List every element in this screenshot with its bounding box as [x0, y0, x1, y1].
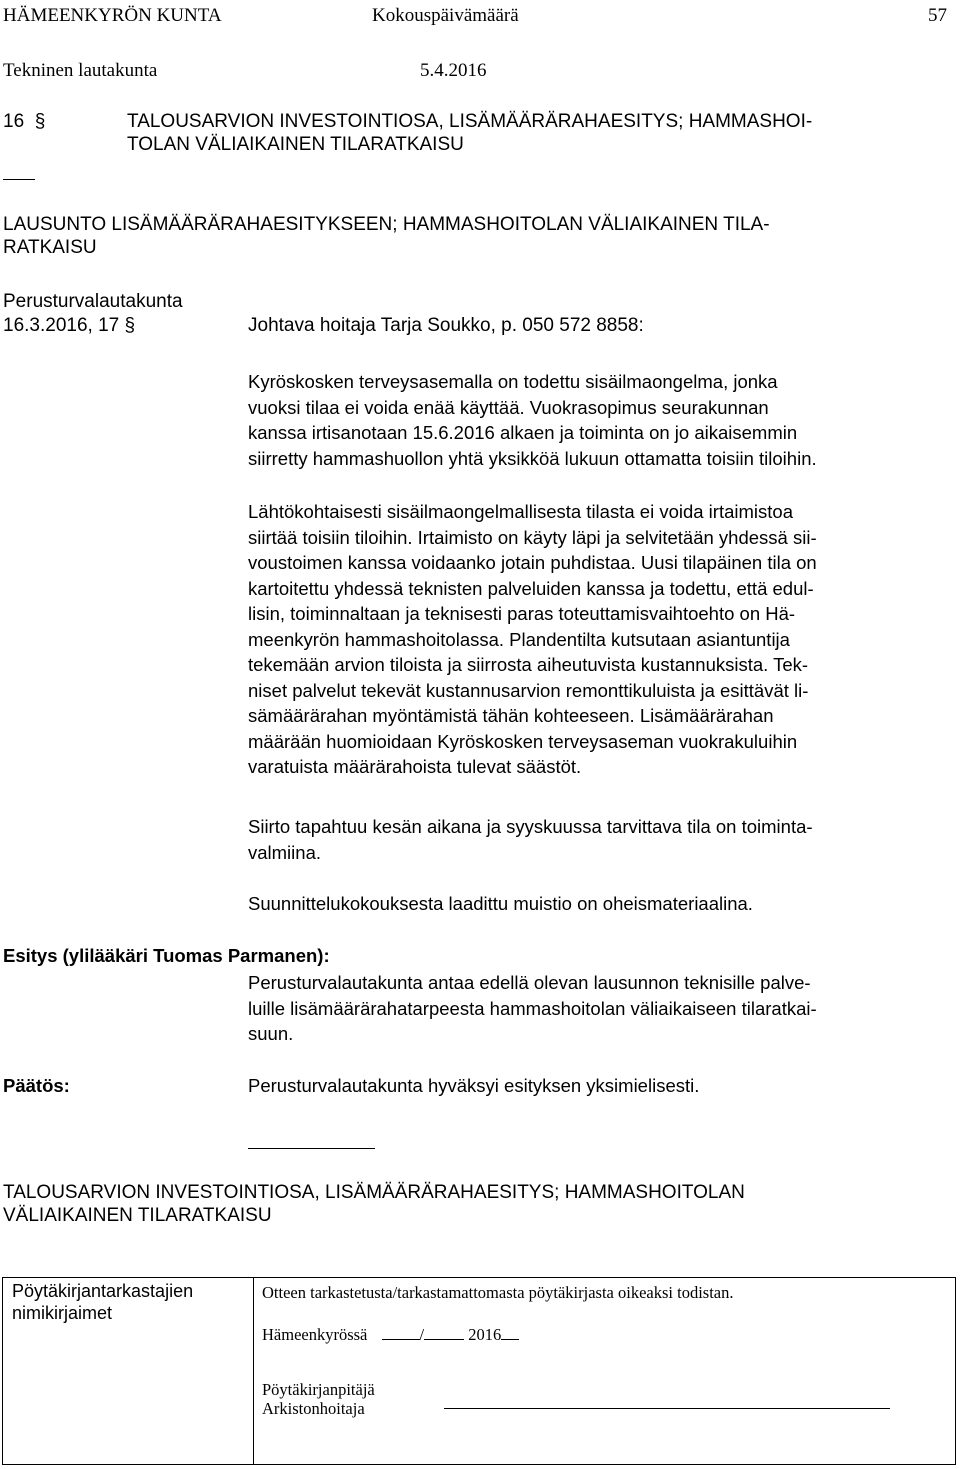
item-title-line: TOLAN VÄLIAIKAINEN TILARATKAISU — [127, 134, 464, 155]
meeting-date-label: Kokouspäivämäärä — [372, 5, 519, 26]
archivist-label: Arkistonhoitaja — [262, 1399, 365, 1418]
statement-title — [3, 213, 770, 259]
day-blank — [382, 1324, 420, 1340]
paragraph: Suunnittelukokouksesta laadittu muistio on oheismateriaalina. — [248, 893, 753, 914]
repeat-title-line: TALOUSARVION INVESTOINTIOSA, LISÄMÄÄRÄRAHAESITYS; HAMMASHOITOLAN — [3, 1182, 745, 1203]
month-blank — [424, 1324, 464, 1340]
paragraph: Lähtökohtaisesti sisäilmaongelmallisesta tilasta ei voida irtaimistoa siirtää toisiin tiloihin. Irtaimisto on käyty läpi ja selvitetään yhdessä sii- voustoimen kanssa voidaanko jotain puhdistaa. Uusi tilapäinen tila on kartoitettu yhdessä teknisten palveluiden kanssa ja todettu, että edul- lisin, toiminnaltaan ja teknisesti paras toteuttamisvaihtoehto on Hä- meenkyrön hammashoitolassa. Plandentilta kutsutaan asiantuntija tekemään arvion tiloista ja siirrosta aiheutuvista kustannuksista. Tek- niset palvelut tekevät kustannusarvion remonttikuluista ja esittävät li- sämäärärahan myöntämistä tähän kohteeseen. Lisämäärärahan määrään huomioidaan Kyröskosken terveysaseman vuokrakuluihin varatuista määrärahoista tulevat säästöt. — [248, 501, 817, 777]
date-separator: / — [419, 1325, 425, 1344]
proposal-label: Esitys (ylilääkäri Tuomas Parmanen): — [3, 945, 330, 966]
committee-reference: 16.3.2016, 17 § — [3, 315, 136, 336]
proposal-text: Perusturvalautakunta antaa edellä olevan lausunnon teknisille palve- luille lisämäärärahatarpeesta hammashoitolan väliaikaiseen tilaratkai- suun. — [248, 972, 817, 1044]
repeat-title — [3, 1181, 745, 1227]
statement-title-line: RATKAISU — [3, 237, 97, 258]
keeper-label: Pöytäkirjanpitäjä — [262, 1380, 375, 1399]
place-date-line — [262, 1324, 519, 1345]
year: 2016 — [468, 1325, 502, 1344]
page-number: 57 — [928, 5, 947, 26]
signature-box-divider — [253, 1278, 254, 1464]
inspectors-initials-label: Pöytäkirjantarkastajien nimikirjaimet — [12, 1281, 194, 1323]
preparer: Johtava hoitaja Tarja Soukko, p. 050 572 8858: — [248, 315, 644, 336]
section-symbol: § — [124, 315, 136, 336]
place: Hämeenkyrössä — [262, 1325, 368, 1344]
certify-text: Otteen tarkastetusta/tarkastamattomasta pöytäkirjasta oikeaksi todistan. — [262, 1283, 734, 1302]
item-title-line: TALOUSARVION INVESTOINTIOSA, LISÄMÄÄRÄRAHAESITYS; HAMMASHOI- — [127, 111, 813, 132]
committee-name: Perusturvalautakunta — [3, 291, 183, 312]
signature-box — [2, 1277, 956, 1465]
section-divider — [248, 1148, 375, 1149]
item-number: 16 § — [3, 111, 46, 132]
municipality-name: HÄMEENKYRÖN KUNTA — [3, 5, 222, 26]
year-blank — [501, 1324, 519, 1340]
section-symbol: § — [34, 111, 46, 132]
short-divider — [3, 179, 35, 180]
repeat-title-line: VÄLIAIKAINEN TILARATKAISU — [3, 1205, 272, 1226]
statement-title-line: LAUSUNTO LISÄMÄÄRÄRAHAESITYKSEEN; HAMMASHOITOLAN VÄLIAIKAINEN TILA- — [3, 214, 770, 235]
paragraph: Kyröskosken terveysasemalla on todettu sisäilmaongelma, jonka vuoksi tilaa ei voida enää käyttää. Vuokrasopimus seurakunnan kanssa irtisanotaan 15.6.2016 alkaen ja toiminta on jo aikaisemmin siirretty hammashuollon yhtä yksikköä lukuun ottamatta toisiin tiloihin. — [248, 371, 817, 469]
meeting-date: 5.4.2016 — [420, 60, 487, 81]
board-name: Tekninen lautakunta — [3, 60, 158, 81]
decision-text: Perusturvalautakunta hyväksyi esityksen yksimielisesti. — [248, 1075, 700, 1096]
paragraph: Siirto tapahtuu kesän aikana ja syyskuussa tarvittava tila on toiminta- valmiina. — [248, 816, 813, 863]
decision-label: Päätös: — [3, 1075, 70, 1096]
item-title — [127, 110, 812, 156]
signature-line — [444, 1408, 890, 1409]
